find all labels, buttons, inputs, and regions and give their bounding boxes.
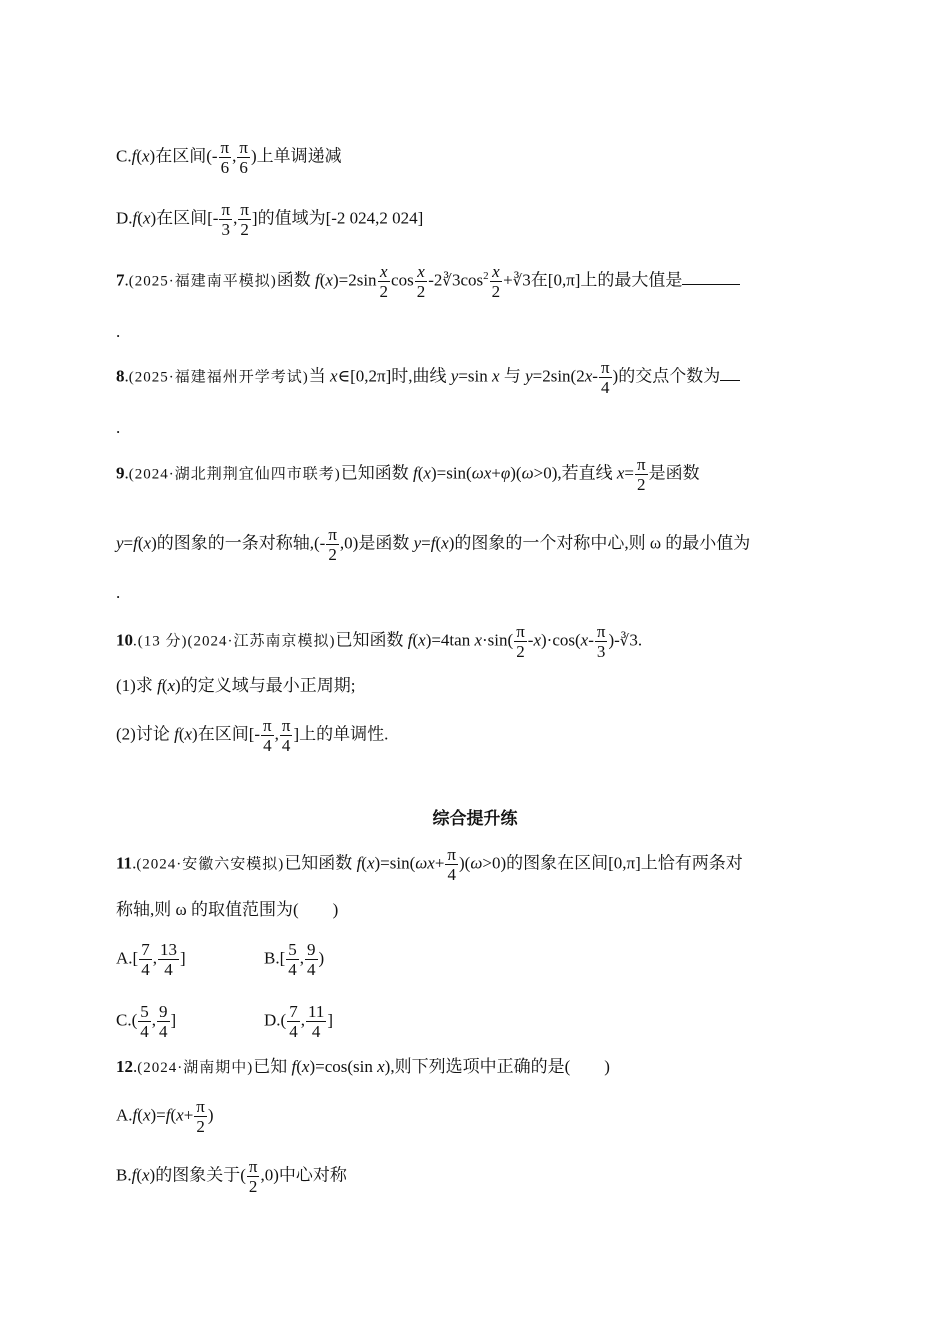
q6-option-d: D.f(x)在区间[- $\frac{\pi}{3}$ , $\frac{\pi}{2}$ ]的值域为[-2 024,2 024] xyxy=(116,200,424,239)
q7-end: . xyxy=(116,322,121,341)
q12-option-a[interactable]: A.f(x)=f(x+ $\frac{\pi}{2}$ ) xyxy=(116,1097,214,1136)
answer-blank[interactable] xyxy=(682,268,740,285)
section-title: 综合提升练 xyxy=(432,809,518,829)
q12-option-b[interactable]: B.f(x)的图象关于( $\frac{\pi}{2}$ ,0)中心对称 xyxy=(116,1157,347,1196)
answer-blank[interactable] xyxy=(720,364,740,381)
q11-option-d[interactable]: D.( $\frac{7}{4}$ , $\frac{11}{4}$ ] xyxy=(264,1002,333,1041)
q11-option-b[interactable]: B.[ $\frac{5}{4}$ , $\frac{9}{4}$ ) xyxy=(264,940,325,979)
question-9-line-2: y=f(x)的图象的一条对称轴,(- $\frac{\pi}{2}$ ,0)是函数 y=f(x)的图象的一个对称中心,则 ω 的最小值为 xyxy=(116,525,751,564)
q10-part-1: (1)求 f(x)的定义域与最小正周期; xyxy=(116,676,356,695)
q10-part-2: (2)讨论 f(x)在区间[- $\frac{\pi}{4}$ , $\frac{\pi}{4}$ ]上的单调性. xyxy=(116,716,389,755)
q11-option-c[interactable]: C.( $\frac{5}{4}$ , $\frac{9}{4}$ ] xyxy=(116,1002,177,1041)
question-10: 10.(13 分)(2024·江苏南京模拟)已知函数 f(x)=4tan x·sin( $\frac{\pi}{2}$ -x)·cos(x- $\frac{\pi}{3}$ )-∛3. xyxy=(116,622,643,661)
question-11: 11.(2024·安徽六安模拟)已知函数 f(x)=sin(ωx+ $\frac{\pi}{4}$ )(ω>0)的图象在区间[0,π]上恰有两条对 xyxy=(116,845,743,884)
question-8: 8.(2025·福建福州开学考试)当 x∈[0,2π]时,曲线 y=sin x 与 y=2sin(2x- $\frac{\pi}{4}$ )的交点个数为 xyxy=(116,358,740,397)
question-11-line-2: 称轴,则 ω 的取值范围为( ) xyxy=(116,900,339,919)
question-12: 12.(2024·湖南期中)已知 f(x)=cos(sin x),则下列选项中正确的是( ) xyxy=(116,1057,610,1076)
question-7: 7.(2025·福建南平模拟)函数 f(x)=2sin $\frac{x}{2}$ cos $\frac{x}{2}$ $-2∛3\cos^2$ $\frac{x}{2}$ +∛3在[0,π]上的最大值是 xyxy=(116,262,740,301)
q6-option-c: C.f(x)在区间(- $\frac{\pi}{6}$ , $\frac{\pi}{6}$ )上单调递减 xyxy=(116,138,342,177)
q11-option-a[interactable]: A.[ $\frac{7}{4}$ , $\frac{13}{4}$ ] xyxy=(116,940,186,979)
q8-end: . xyxy=(116,418,121,437)
question-9: 9.(2024·湖北荆荆宜仙四市联考)已知函数 f(x)=sin(ωx+φ)(ω>0),若直线 x= $\frac{\pi}{2}$ 是函数 xyxy=(116,455,700,494)
fraction: $\frac{\pi}{6}$ xyxy=(220,138,230,177)
q9-end: . xyxy=(116,583,121,602)
